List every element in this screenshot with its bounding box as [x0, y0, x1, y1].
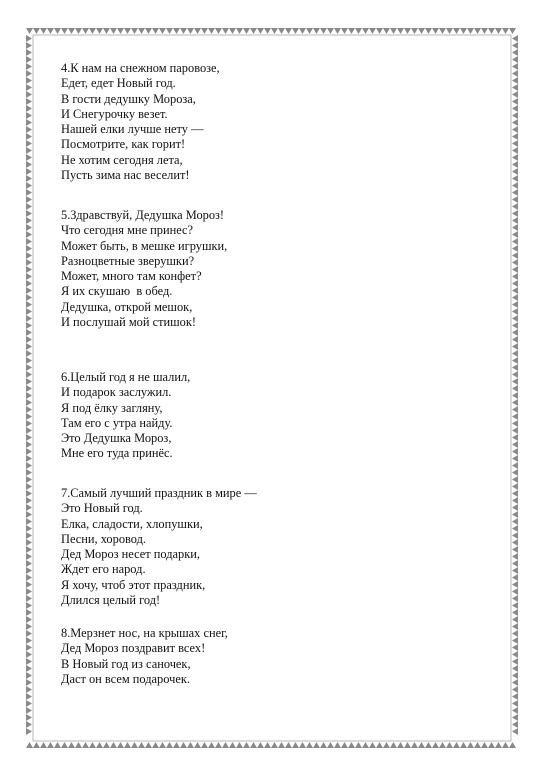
poem-8 — [61, 626, 228, 687]
poem-line: Разноцветные зверушки? — [61, 253, 195, 268]
poem-line: В Новый год из саночек, — [61, 656, 191, 671]
poem-6 — [61, 370, 190, 462]
poem-line: 5.Здравствуй, Дедушка Мороз! — [61, 208, 225, 222]
poem-7 — [61, 486, 257, 608]
poem-line: Даст он всем подарочек. — [61, 671, 190, 686]
poem-line: Не хотим сегодня лета, — [61, 152, 183, 167]
poem-4 — [61, 61, 220, 183]
poem-line: Это Дедушка Мороз, — [61, 431, 172, 446]
poem-line: Дед Мороз поздравит всех! — [61, 641, 206, 656]
poem-line: Пусть зима нас веселит! — [61, 168, 190, 183]
poem-line: Песни, хоровод. — [61, 531, 147, 546]
poem-line: Елка, сладости, хлопушки, — [61, 516, 203, 531]
poem-line: Я под ёлку загляну, — [61, 400, 163, 415]
poem-line: Длился целый год! — [61, 593, 161, 608]
poem-line: Там его с утра найду. — [61, 415, 173, 430]
poem-5 — [61, 208, 227, 330]
poem-line: 6.Целый год я не шалил, — [61, 370, 191, 384]
poem-line: Нашей елки лучше нету — — [61, 122, 204, 137]
poem-line: И послушай мой стишок! — [61, 315, 197, 330]
poem-line: И подарок заслужил. — [61, 385, 172, 400]
poem-line: Может быть, в мешке игрушки, — [61, 238, 228, 253]
poem-line: И Снегурочку везет. — [61, 106, 168, 121]
poem-line: Я хочу, чтоб этот праздник, — [61, 577, 206, 592]
poem-line: 4.К нам на снежном паровозе, — [61, 61, 220, 75]
poem-line: 7.Самый лучший праздник в мире — — [61, 486, 257, 500]
poem-line: Это Новый год. — [61, 501, 143, 516]
poem-line: Едет, едет Новый год. — [61, 76, 176, 91]
poem-line: Дед Мороз несет подарки, — [61, 547, 200, 562]
poem-line: Что сегодня мне принес? — [61, 223, 194, 238]
poem-line: Мне его туда принёс. — [61, 446, 173, 461]
poem-line: Дедушка, открой мешок, — [61, 299, 193, 314]
poem-line: Может, много там конфет? — [61, 269, 202, 284]
poem-line: В гости дедушку Мороза, — [61, 91, 196, 106]
poem-line: Посмотрите, как горит! — [61, 137, 186, 152]
poem-line: 8.Мерзнет нос, на крышах снег, — [61, 626, 228, 640]
poem-line: Ждет его народ. — [61, 562, 146, 577]
poem-line: Я их скушаю в обед. — [61, 284, 173, 299]
